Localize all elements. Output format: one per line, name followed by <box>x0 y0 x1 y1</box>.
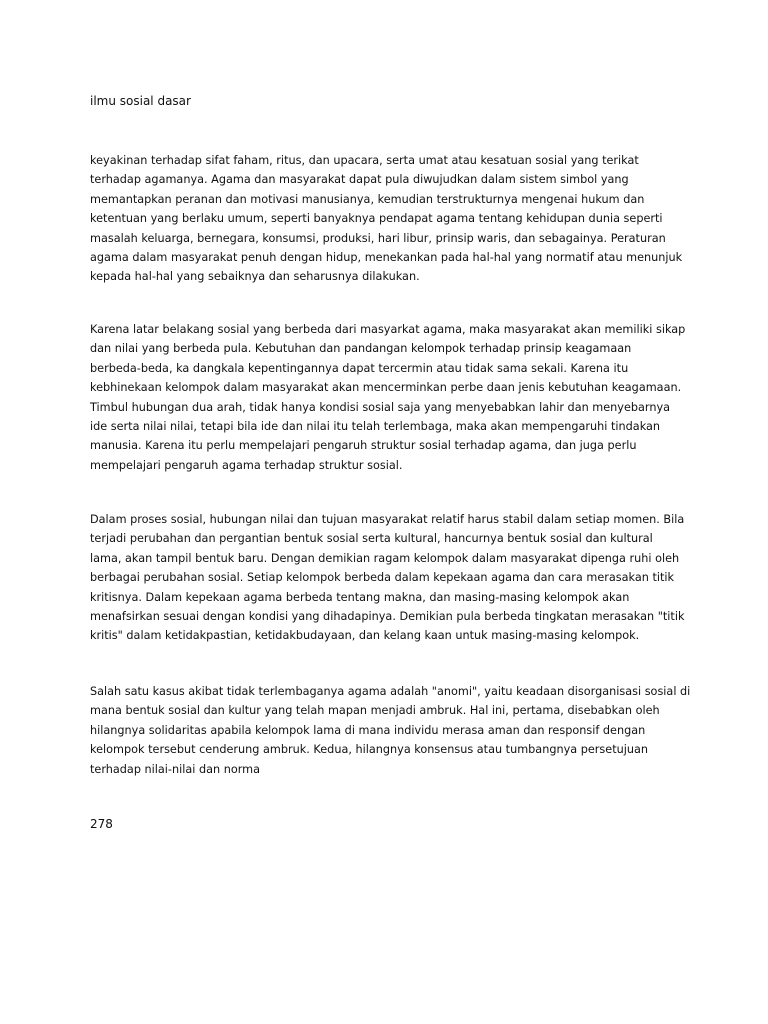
paragraph-line: dan nilai yang berbeda pula. Kebutuhan dan pandangan kelompok terhadap prinsip keagamaan <box>90 342 632 356</box>
paragraph-line: mana bentuk sosial dan kultur yang telah mapan menjadi ambruk. Hal ini, pertama, disebabkan oleh <box>90 704 660 718</box>
paragraph-line: Dalam proses sosial, hubungan nilai dan tujuan masyarakat relatif harus stabil dalam setiap momen. Bila <box>90 513 685 526</box>
document-title: ilmu sosial dasar <box>90 94 191 108</box>
paragraph-line: kritis" dalam ketidakpastian, ketidakbudayaan, dan kelang kaan untuk masing-masing kelompok. <box>90 629 640 643</box>
paragraph-line: kepada hal-hal yang sebaiknya dan seharusnya dilakukan. <box>90 270 420 284</box>
paragraph-line: ketentuan yang berlaku umum, seperti banyaknya pendapat agama tentang kehidupan dunia seperti <box>90 212 663 226</box>
paragraph-line: manusia. Karena itu perlu mempelajari pengaruh struktur sosial terhadap agama, dan juga perlu <box>90 439 637 453</box>
paragraph-line: agama dalam masyarakat penuh dengan hidup, menekankan pada hal-hal yang normatif atau menunjuk <box>90 251 683 265</box>
paragraph-line: terhadap agamanya. Agama dan masyarakat dapat pula diwujudkan dalam sistem simbol yang <box>90 173 629 187</box>
paragraph-line: Salah satu kasus akibat tidak terlembaganya agama adalah "anomi", yaitu keadaan disorganisasi sosial di <box>90 685 691 698</box>
paragraph-line: berbagai perubahan sosial. Setiap kelompok berbeda dalam kepekaan agama dan cara merasakan titik <box>90 571 675 585</box>
paragraph-line: mempelajari pengaruh agama terhadap struktur sosial. <box>90 458 403 472</box>
paragraph-line: berbeda-beda, ka dangkala kepentingannya dapat tercermin atau tidak sama sekali. Karena itu <box>90 361 629 375</box>
paragraph-2 <box>90 320 690 475</box>
paragraph-line: menafsirkan sesuai dengan kondisi yang dihadapinya. Demikian pula berbeda tingkatan merasakan "titik <box>90 610 685 624</box>
paragraph-line: memantapkan peranan dan motivasi manusianya, kemudian terstrukturnya mengenai hukum dan <box>90 192 645 206</box>
paragraph-line: kelompok tersebut cenderung ambruk. Kedua, hilangnya konsensus atau tumbangnya persetujuan <box>90 743 649 757</box>
paragraph-line: masalah keluarga, bernegara, konsumsi, produksi, hari libur, prinsip waris, dan sebagainya. Peraturan <box>90 231 666 245</box>
paragraph-line: kebhinekaan kelompok dalam masyarakat akan mencerminkan perbe daan jenis kebutuhan keagamaan. <box>90 381 682 395</box>
paragraph-line: ide serta nilai nilai, tetapi bila ide dan nilai itu telah terlembaga, maka akan mempengaruhi tindakan <box>90 420 661 434</box>
paragraph-line: Timbul hubungan dua arah, tidak hanya kondisi sosial saja yang menyebabkan lahir dan menyebarnya <box>90 400 671 414</box>
paragraph-line: keyakinan terhadap sifat faham, ritus, dan upacara, serta umat atau kesatuan sosial yang terikat <box>90 154 639 167</box>
paragraph-line: terjadi perubahan dan pergantian bentuk sosial serta kultural, hancurnya bentuk sosial dan kultural <box>90 532 653 546</box>
paragraph-1 <box>90 151 690 287</box>
paragraph-3 <box>90 510 690 646</box>
paragraph-line: terhadap nilai-nilai dan norma <box>90 762 261 776</box>
paragraph-line: lama, akan tampil bentuk baru. Dengan demikian ragam kelompok dalam masyarakat dipenga ruhi oleh <box>90 551 680 565</box>
paragraph-line: hilangnya solidaritas apabila kelompok lama di mana individu merasa aman dan responsif dengan <box>90 723 646 737</box>
paragraph-line: kritisnya. Dalam kepekaan agama berbeda tentang makna, dan masing-masing kelompok akan <box>90 590 630 604</box>
paragraph-line: Karena latar belakang sosial yang berbeda dari masyarkat agama, maka masyarakat akan memiliki sikap <box>90 323 686 336</box>
paragraph-4 <box>90 682 690 779</box>
page-number: 278 <box>90 817 113 831</box>
